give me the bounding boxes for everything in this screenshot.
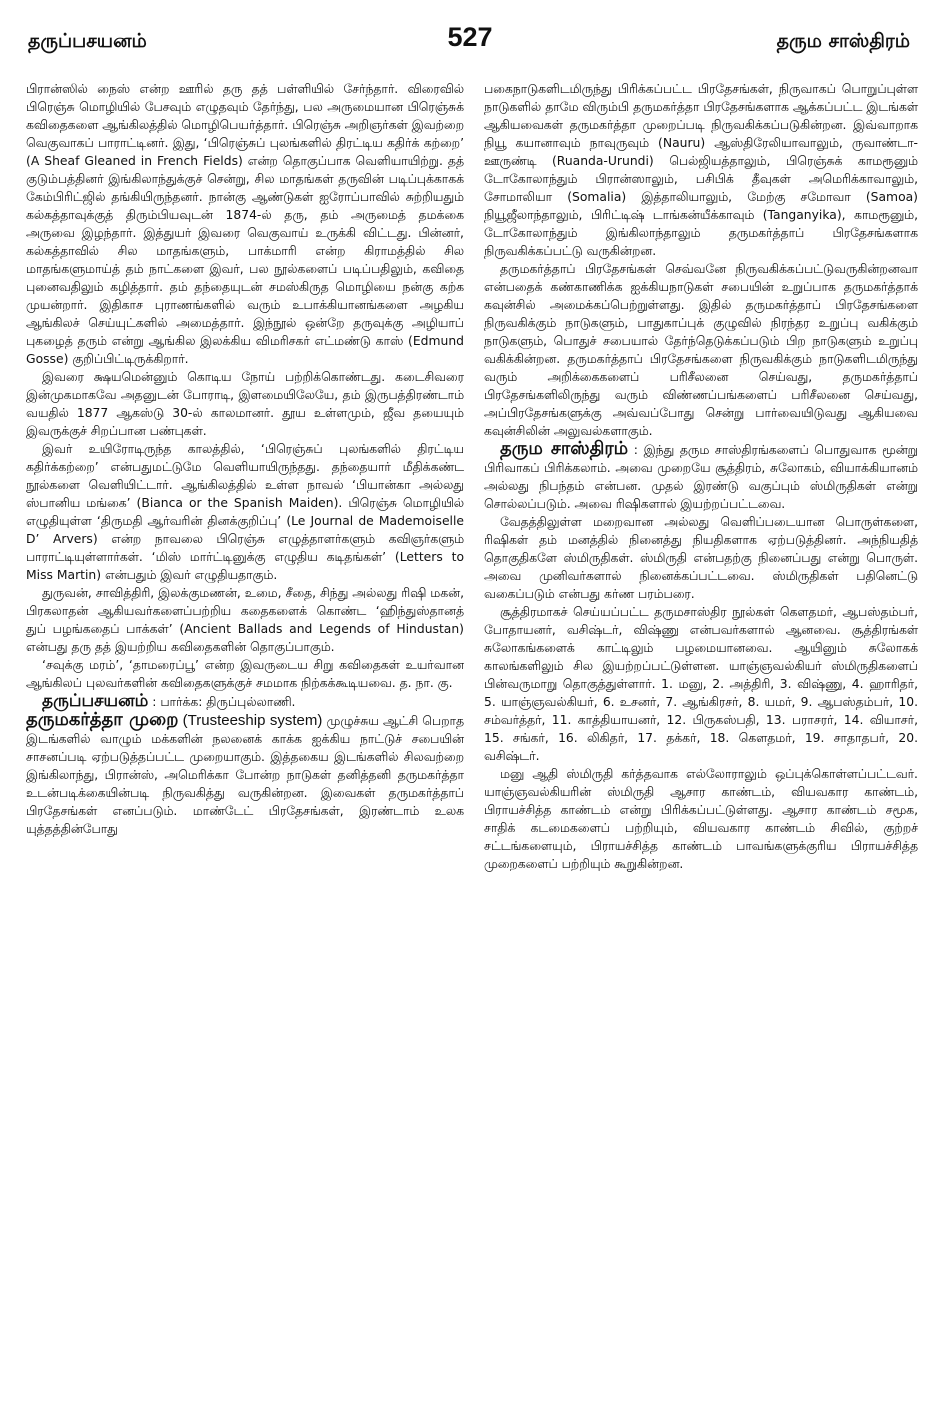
paragraph: ‘சவுக்கு மரம்’, ‘தாமரைப்பூ’ என்ற இவருடைய சிறு கவிதைகள் உயர்வான ஆங்கிலப் புலவர்களின் கவிதைகளுக்குச் சமமாக நிற்கக்கூடியவை. த. நா. கு. [26,658,464,690]
page-header [0,22,940,62]
entry-heading: தருமகர்த்தா முறை [26,709,179,730]
running-head-left: தருப்பசயனம் [28,30,147,52]
paragraph: பகைநாடுகளிடமிருந்து பிரிக்கப்பட்ட பிரதேசங்கள், நிருவாகப் பொறுப்புள்ள நாடுகளில் தாமே விரும்பி தருமகர்த்தா பிரதேசங்களாக ஆக்கப்பட்ட இடங்கள் ஆகியவைகள் தருமகர்த்தா முறைப்படி நிருவகிக்கப்படுகின்றன. இவ்வாறாக நியூ கயானாவும் நாவுருவும் (Nauru) ஆஸ்திரேலியாவாலும், ருவாண்டா-ஊருண்டி (Ruanda-Urundi) பெல்ஜியத்தாலும், பிரெஞ்சுக் காமரூனும் டோகோலாந்தும் பிரான்ஸாலும், பசிபிக் தீவுகள் அமெரிக்காவாலும், சோமாலியா (Somalia) இத்தாலியாலும், மேற்கு சமோவா (Samoa) நியூஜீலாந்தாலும், பிரிட்டிஷ் டாங்கன்யீக்காவும் (Tanganyika), காமரூனும், டோகோலாந்தும் இங்கிலாந்தாலும் தருமகர்த்தாப் பிரதேசங்களாக நிருவகிக்கப்பட்டு வருகின்றன. [484,82,918,258]
paragraph: துருவன், சாவித்திரி, இலக்குமணன், உமை, சீதை, சிந்து அல்லது ரிஷி மகன், பிரகலாதன் ஆகியவர்களைப்பற்றிய கதைகளைக் கொண்ட ‘ஹிந்துஸ்தானத் துப் பழங்கதைப் பாக்கள்’ (Ancient Ballads and Legends of Hindustan) என்பது தரு தத் இயற்றிய கவிதைகளின் தொகுப்பாகும். [26,586,464,654]
entry-latin-title: (Trusteeship system) [182,712,323,729]
paragraph: சூத்திரமாகச் செய்யப்பட்ட தருமசாஸ்திர நூல்கள் கௌதமர், ஆபஸ்தம்பர், போதாயனர், வசிஷ்டர், விஷ்ணு என்பவர்களால் ஆனவை. சூத்திரங்கள் சுலோகங்களைக் காட்டிலும் பழமையானவை. ஆயினும் சுலோகக் காலங்களிலும் சில இயற்றப்பட்டுள்ளன. யாஞ்ஞவல்கியர் ஸ்மிருதிகளைப் பின்வருமாறு தொகுத்துள்ளார். 1. மனு, 2. அத்திரி, 3. விஷ்ணு, 4. ஹாரிதர், 5. யாஞ்ஞவல்கியர், 6. உசனர், 7. ஆங்கிரசர், 8. யமர், 9. ஆபஸ்தம்பர், 10. சம்வர்த்தர், 11. காத்தியாயனர், 12. பிருகஸ்பதி, 13. பராசரர், 14. வியாசர், 15. சங்கர், 16. லிகிதர், 17. தக்கர், 18. கௌதமர், 19. சாதாதபர், 20. வசிஷ்டர். [484,605,918,763]
entry-body: முழுச்சுய ஆட்சி பெறாத இடங்களில் வாழும் மக்களின் நலனைக் காக்க ஐக்கிய நாட்டுச் சபையின் சாசனப்படி ஏற்படுத்தப்பட்ட முறையாகும். இத்தகைய இடங்களில் சிலவற்றை இங்கிலாந்து, பிரான்ஸ், அமெரிக்கா போன்ற நாடுகள் தனித்தனி தருமகர்த்தா உடன்படிக்கையின்படி நிருவகித்து வருகின்றன. இவைகள் தருமகர்த்தாப் பிரதேசங்கள் எனப்படும். மாண்டேட் பிரதேசங்கள், இரண்டாம் உலக யுத்தத்தின்போது [26,714,464,836]
left-column [26,80,464,838]
entry-body: : இந்து தரும சாஸ்திரங்களைப் பொதுவாக மூன்று பிரிவாகப் பிரிக்கலாம். அவை முறையே சூத்திரம், சுலோகம், வியாக்கியானம் அல்லது நிபந்தம் என்பன. முதல் இரண்டு வகுப்பும் ஸ்மிருதிகள் என்று சொல்லப்படும். அவை ரிஷிகளால் இயற்றப்பட்டவை. [484,443,918,511]
entry-paragraph [26,711,464,838]
paragraph: இவர் உயிரோடிருந்த காலத்தில், ‘பிரெஞ்சுப் புலங்களில் திரட்டிய கதிர்க்கற்றை’ என்பதுமட்டுமே வெளியாயிருந்தது. தந்தையார் மீதிக்கண்ட நூல்களை வெளியிட்டார். ஆங்கிலத்தில் உள்ள நாவல் ‘பியான்கா அல்லது ஸ்பானிய மங்கை’ (Bianca or the Spanish Maiden). பிரெஞ்சு மொழியில் எழுதியுள்ள ‘திருமதி ஆர்வரின் தினக்குறிப்பு’ (Le Journal de Mademoiselle D’ Arvers) என்ற நாவலை பிரெஞ்சு எழுத்தாளர்களும் கவிஞர்களும் பாராட்டியுள்ளார்கள். ‘மிஸ் மார்ட்டினுக்கு எழுதிய கடிதங்கள்’ (Letters to Miss Martin) என்பதும் இவர் எழுதியதாகும். [26,442,464,582]
entry-heading: தருப்பசயனம் [42,691,149,711]
entry-body: : பார்க்க: திருப்புல்லாணி. [152,695,296,709]
right-column [484,80,918,873]
page-number: 527 [447,22,493,52]
paragraph: மனு ஆதி ஸ்மிருதி கர்த்தவாக எல்லோராலும் ஒப்புக்கொள்ளப்பட்டவர். யாஞ்ஞவல்கியரின் ஸ்மிருதி ஆசார காண்டம், வியவகார காண்டம், பிராயச்சித்த காண்டம் என்று பிரிக்கப்பட்டுள்ளது. ஆசார காண்டம் சமூக, சாதிக் கடமைகளைப் பற்றியும், வியவகார காண்டம் சிவில், குற்றச் சட்டங்களையும், பிராயச்சித்த காண்டம் பாவங்களுக்குரிய பிராயச்சித்த முறைகளைப் பற்றியும் கூறுகின்றன. [484,767,918,871]
entry-heading: தரும சாஸ்திரம் [500,438,629,459]
paragraph: இவரை க்ஷயமென்னும் கொடிய நோய் பற்றிக்கொண்டது. கடைசிவரை இன்முகமாகவே அதனுடன் போராடி, இளமையிலேயே, தம் இருபத்திரண்டாம் வயதில் 1877 ஆகஸ்டு 30-ல் காலமானர். தூய உள்ளமும், ஜீவ தயையும் இவருக்குச் சிறப்பான பண்புகள். [26,370,464,438]
running-head-right: தரும சாஸ்திரம் [776,30,910,52]
paragraph: பிரான்ஸில் நைஸ் என்ற ஊரில் தரு தத் பள்ளியில் சேர்ந்தார். விரைவில் பிரெஞ்சு மொழியில் பேசவும் எழுதவும் தேர்ந்து, பல அருமையான பிரெஞ்சுக் கவிதைகளை ஆங்கிலத்தில் மொழிபெயர்த்தார். பிரெஞ்சு அறிஞர்கள் இவற்றை வெகுவாகப் பாராட்டினர். இது, ‘பிரெஞ்சுப் புலங்களில் திரட்டிய கதிர்க் கற்றை’ (A Sheaf Gleaned in French Fields) என்ற தொகுப்பாக வெளியாயிற்று. தத் குடும்பத்தினர் இங்கிலாந்துக்குச் சென்று, சில மாதங்கள் தருவின் படிப்புக்காகக் கேம்பிரிட்ஜில் தங்கியிருந்தனர். நான்கு ஆண்டுகள் ஐரோப்பாவில் சுற்றியதும் கல்கத்தாவுக்குத் திரும்பியவுடன் 1874-ல் தரு, தம் அருமைத் தமக்கை அருவை இழந்தார். இத்துயர் இவரை வெகுவாய் உருக்கி விட்டது. பின்னர், கல்கத்தாவில் சில மாதங்களும், பாக்மாரி என்ற கிராமத்தில் சில மாதங்களுமாய்த் தம் நாட்களை இவர், பல நூல்களைப் படிப்பதிலும், கவிதை புனைவதிலும் கழித்தார். தம் தந்தையுடன் சமஸ்கிருத மொழியை நன்கு கற்க முயன்றார். இதிகாச புராணங்களில் வரும் உபாக்கியானங்களை அழகிய ஆங்கிலச் செய்யுட்களில் அமைத்தார். இந்நூல் ஒன்றே தருவுக்கு அழியாப் புகழைத் தரும் என்று ஆங்கில இலக்கிய விமரிசகர் எட்மண்டு காஸ் (Edmund Gosse) குறிப்பிட்டிருக்கிறார். [26,82,464,366]
entry-paragraph [484,440,918,513]
paragraph: தருமகர்த்தாப் பிரதேசங்கள் செவ்வனே நிருவகிக்கப்பட்டுவருகின்றனவா என்பதைக் கண்காணிக்க ஐக்கியநாடுகள் சபையின் உறுப்பாக தருமகர்த்தாக் கவுன்சில் அமைக்கப்பெற்றுள்ளது. இதில் தருமகர்த்தாப் பிரதேசங்களை நிருவகிக்கும் நாடுகளும், பாதுகாப்புக் குழுவில் நிரந்தர உறுப்பு வகிக்கும் நாடுகளும், பொதுச் சபையால் தேர்ந்தெடுக்கப்படும் பிற நாடுகளும் உறுப்பு வகிக்கின்றன. தருமகர்த்தாப் பிரதேசங்களை நிருவகிக்கும் நாடுகளிடமிருந்து வரும் அறிக்கைகளைப் பரிசீலனை செய்வது, தருமகர்த்தாப் பிரதேசங்களிலிருந்து வரும் விண்ணப்பங்களைப் பரிசீலனை செய்வது, அப்பிரதேசங்களுக்கு அவ்வப்போது சென்று பார்வையிடுவது ஆகியவை கவுன்சிலின் அலுவல்களாகும். [484,262,918,438]
paragraph: வேதத்திலுள்ள மறைவான அல்லது வெளிப்படையான பொருள்களை, ரிஷிகள் தம் மனத்தில் நினைத்து நியதிகளாக ஏற்படுத்தினர். அந்நியதித் தொகுதிகளே ஸ்மிருதிகள். ஸ்மிருதி என்பதற்கு நினைப்பது என்று பொருள். அவை முனிவர்களால் நினைக்கப்பட்டவை. ஸ்மிருதிகள் பதினெட்டு வகைப்படும் என்பது கர்ண பரம்பரை. [484,515,918,601]
